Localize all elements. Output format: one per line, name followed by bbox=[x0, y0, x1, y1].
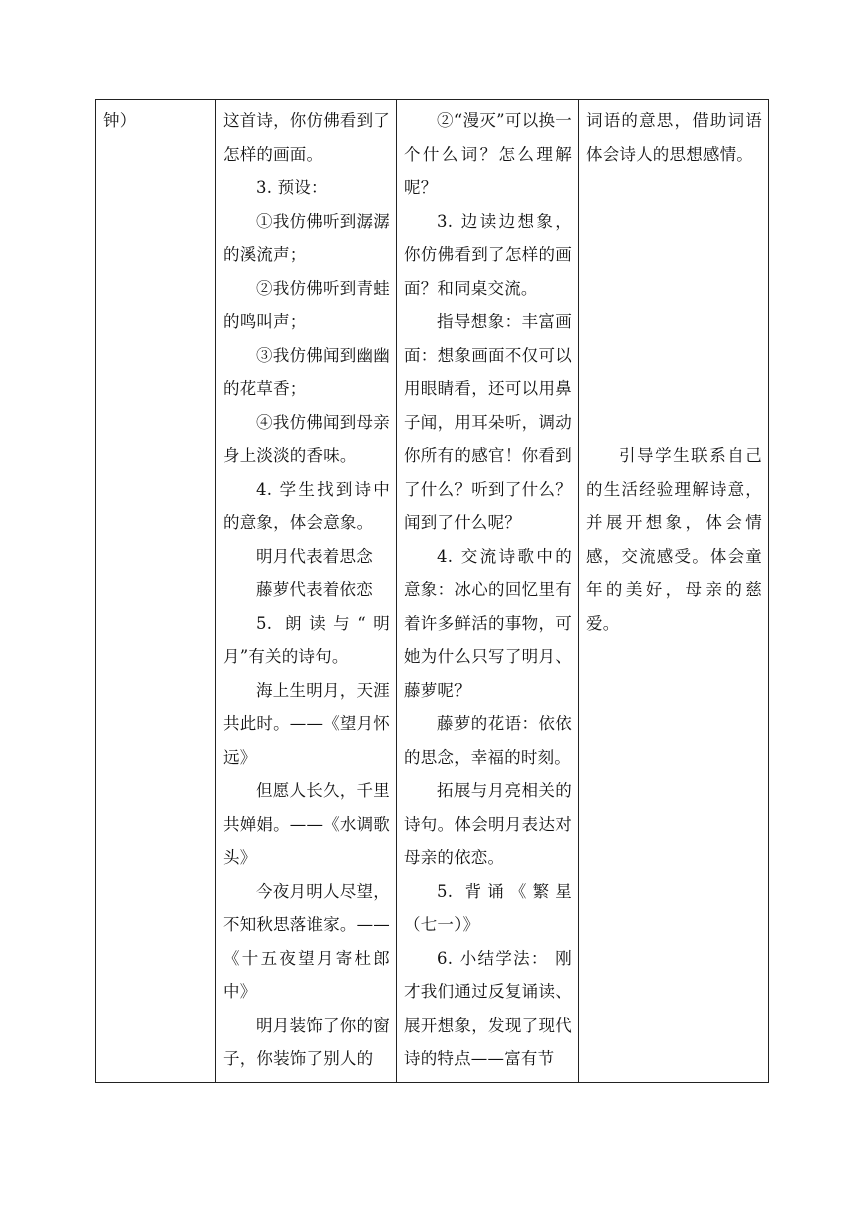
paragraph: ①我仿佛听到潺潺的溪流声； bbox=[223, 211, 390, 264]
paragraph: 5. 朗读与“明月”有关的诗句。 bbox=[223, 613, 390, 666]
teacher-activity-cell bbox=[397, 100, 579, 1083]
paragraph: 藤萝代表着依恋 bbox=[256, 580, 373, 599]
paragraph: 今夜月明人尽望，不知秋思落谁家。——《十五夜望月寄杜郎中》 bbox=[223, 881, 390, 1001]
paragraph: ②“漫灭”可以换一个什么词？怎么理解呢？ bbox=[404, 111, 572, 197]
paragraph: 3. 边读边想象，你仿佛看到了怎样的画面？和同桌交流。 bbox=[404, 211, 572, 298]
time-column-cell bbox=[96, 100, 216, 1083]
paragraph: 指导想象：丰富画面：想象画面不仅可以用眼睛看，还可以用鼻子闻，用耳朵听，调动你所有的感官！你看到了什么？听到了什么？闻到了什么呢？ bbox=[404, 312, 572, 532]
paragraph: 但愿人长久，千里共婵娟。——《水调歌头》 bbox=[223, 781, 390, 867]
student-activity-cell bbox=[216, 100, 397, 1083]
paragraph: 词语的意思，借助词语体会诗人的思想感情。 bbox=[586, 111, 762, 164]
paragraph: 这首诗，你仿佛看到了怎样的画面。 bbox=[223, 111, 390, 164]
paragraph: 明月代表着思念 bbox=[256, 546, 373, 566]
paragraph: ③我仿佛闻到幽幽的花草香； bbox=[223, 345, 390, 398]
paragraph: 4. 交流诗歌中的意象：冰心的回忆里有着许多鲜活的事物，可她为什么只写了明月、藤萝呢？ bbox=[404, 546, 572, 700]
paragraph: ②我仿佛听到青蛙的鸣叫声； bbox=[223, 278, 390, 331]
paragraph: 海上生明月，天涯共此时。——《望月怀远》 bbox=[223, 680, 390, 767]
paragraph: 5. 背诵《繁星（七一）》 bbox=[404, 881, 572, 934]
lesson-plan-table bbox=[95, 99, 769, 1083]
paragraph: 拓展与月亮相关的诗句。体会明月表达对母亲的依恋。 bbox=[404, 781, 572, 867]
time-label: 钟） bbox=[103, 111, 137, 130]
paragraph: 引导学生联系自己的生活经验理解诗意，并展开想象，体会情感，交流感受。体会童年的美好，母亲的慈爱。 bbox=[586, 446, 762, 633]
spacer bbox=[586, 171, 762, 439]
paragraph: 藤萝的花语：依依的思念，幸福的时刻。 bbox=[404, 714, 572, 767]
table-row bbox=[96, 100, 769, 1083]
paragraph: ④我仿佛闻到母亲身上淡淡的香味。 bbox=[223, 412, 390, 465]
paragraph: 明月装饰了你的窗子，你装饰了别人的 bbox=[223, 1015, 390, 1068]
paragraph: 3. 预设： bbox=[256, 178, 328, 197]
paragraph: 6. 小结学法： 刚才我们通过反复诵读、展开想象，发现了现代诗的特点——富有节 bbox=[404, 948, 572, 1068]
paragraph: 4. 学生找到诗中的意象，体会意象。 bbox=[223, 479, 390, 532]
design-intent-cell bbox=[579, 100, 769, 1083]
